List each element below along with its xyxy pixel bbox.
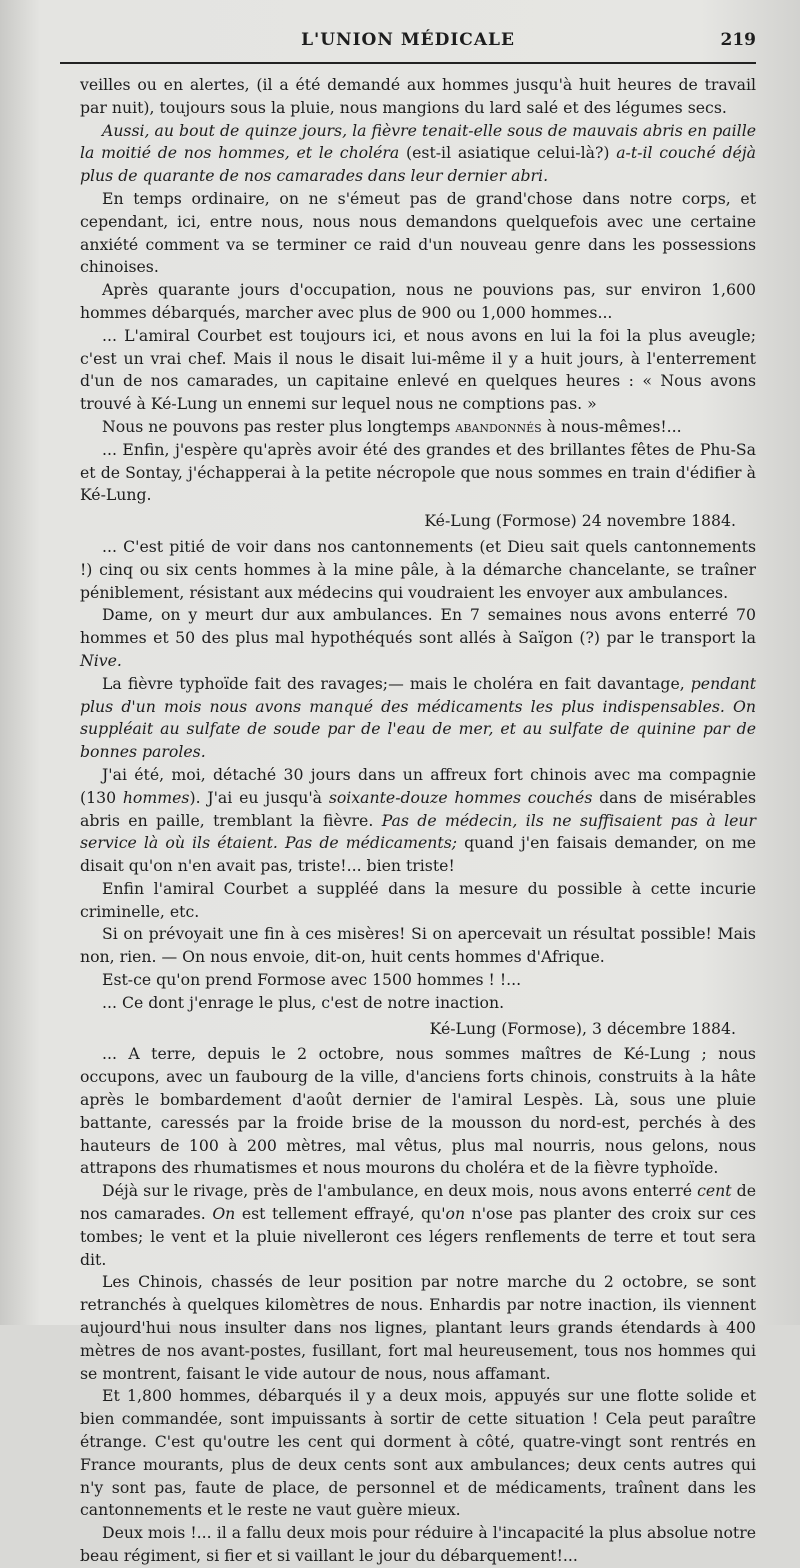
running-title: L'UNION MÉDICALE [301, 30, 515, 50]
paragraph [80, 764, 756, 878]
page-number: 219 [720, 30, 756, 50]
paragraph: Est-ce qu'on prend Formose avec 1500 hommes ! !... [102, 970, 522, 990]
text-run: Dame, on y meurt dur aux ambulances. En 7 semaines nous avons enterré 70 hommes et 50 des plus mal hypothéqués sont allés à Saïgon (?) par le transport la [80, 605, 756, 648]
italic-run: soixante-douze hommes couchés [328, 787, 593, 807]
italic-run: a-t-il couché déjà plus de quarante de nos camarades dans leur dernier abri. [80, 143, 756, 186]
italic-run: on [445, 1204, 466, 1224]
header-rule [60, 62, 756, 64]
paragraph: Enfin l'amiral Courbet a suppléé dans la mesure du possible à cette incurie criminelle, etc. [80, 878, 756, 921]
text-run: Nous ne pouvons pas rester plus longtemps [102, 416, 456, 436]
article-body [80, 74, 756, 1568]
text-run: dans de misérables abris en paille, tremblant la fièvre. [80, 787, 756, 830]
page-header [60, 30, 756, 60]
paragraph: ... A terre, depuis le 2 octobre, nous sommes maîtres de Ké-Lung ; nous occupons, avec un faubourg de la ville, d'anciens forts chinois, construits à la hâte après le bombardement d'août dernier de l'amiral Lespès. Là, sous une pluie battante, caressés par la froide brise de la mousson du nord-est, perchés à des hauteurs de 100 à 200 mètres, mal vêtus, plus mal nourris, nous gelons, nous attrapons des rhumatismes et nous mourons du choléra et de la fièvre typhoïde. [80, 1044, 756, 1178]
paragraph: veilles ou en alertes, (il a été demandé aux hommes jusqu'à huit heures de travail par nuit), toujours sous la pluie, nous mangions du lard salé et des légumes secs. [80, 75, 756, 117]
text-run: quand j'en faisais demander, on me disait qu'on n'en avait pas, triste!... bien triste! [80, 833, 756, 876]
paragraph: ... Enfin, j'espère qu'après avoir été des grandes et des brillantes fêtes de Phu-Sa et de Sontay, j'échapperai à la petite nécropole que nous sommes en train d'édifier à Ké-Lung. [80, 439, 756, 505]
paragraph: ... C'est pitié de voir dans nos cantonnements (et Dieu sait quels cantonnements !) cinq ou six cents hommes à la mine pâle, à la démarche chancelante, se traîner péniblement, résistant aux médecins qui voudraient les envoyer aux ambulances. [80, 536, 756, 602]
italic-run: cent [697, 1181, 732, 1201]
italic-run: Pas de médecin, ils ne suffisaient pas à leur service là où ils étaient. Pas de médicaments; [80, 810, 756, 853]
paragraph: Les Chinois, chassés de leur position par notre marche du 2 octobre, se sont retranchés à quelques kilomètres de nous. Enhardis par notre inaction, ils viennent aujourd'hui nous insulter dans nos lignes, plantant leurs grands étendards à 400 mètres de nos avant-postes, fusillant, fort mal heureusement, tous nos hommes qui se montrent, faisant le vide autour de nous, nous affamant. [80, 1272, 756, 1383]
text-run: Déjà sur le rivage, près de l'ambulance, en deux mois, nous avons enterré [102, 1181, 698, 1201]
paragraph: En temps ordinaire, on ne s'émeut pas de grand'chose dans notre corps, et cependant, ici, entre nous, nous nous demandons quelquefois avec une certaine anxiété comment va se terminer ce raid d'un nouveau genre dans les possessions chinoises. [80, 188, 756, 277]
paragraph: ... L'amiral Courbet est toujours ici, et nous avons en lui la foi la plus aveugle; c'est un vrai chef. Mais il nous le disait lui-même il y a huit jours, à l'enterrement d'un de nos camarades, un capitaine enlevé en quelques heures : « Nous avons trouvé à Ké-Lung un ennemi sur lequel nous ne comptions pas. » [80, 325, 756, 414]
paragraph: Deux mois !... il a fallu deux mois pour réduire à l'incapacité la plus absolue notre beau régiment, si fier et si vaillant le jour du débarquement!... [80, 1523, 756, 1565]
text-run: est tellement effrayé, qu' [235, 1204, 446, 1224]
paragraph [80, 120, 756, 188]
dateline: Ké-Lung (Formose) 24 novembre 1884. [424, 511, 736, 531]
paragraph [80, 604, 756, 672]
italic-run: Aussi, au bout de quinze jours, la fièvre tenait-elle sous de mauvais abris en paille la moitié de nos hommes, et le choléra [80, 120, 756, 163]
text-run: J'ai été, moi, détaché 30 jours dans un affreux fort chinois avec ma compagnie (130 [80, 764, 756, 807]
small-caps-run: abandonnés [455, 416, 542, 436]
text-run: La fièvre typhoïde fait des ravages;— mais le choléra en fait davantage, [102, 673, 691, 693]
text-run: n'ose pas planter des croix sur ces tombes; le vent et la pluie nivelleront ces légers renflements de terre et tout sera dit. [80, 1204, 756, 1269]
text-run: de nos camarades. [80, 1181, 756, 1224]
paragraph: Et 1,800 hommes, débarqués il y a deux mois, appuyés sur une flotte solide et bien commandée, sont impuissants à sortir de cette situation ! Cela peut paraître étrange. C'est qu'outre les cent qui dorment à côté, quatre-vingt sont rentrés en France mourants, plus de deux cents sont aux ambulances; deux cents autres qui n'y sont pas, faute de place, de personnel et de médicaments, traînent dans les cantonnements et le reste ne vaut guère mieux. [80, 1386, 756, 1520]
italic-run: pendant plus d'un mois nous avons manqué des médicaments les plus indispensables. On suppléait au sulfate de soude par de l'eau de mer, et au sulfate de quinine par de bonnes paroles. [80, 673, 756, 762]
text-run: ). J'ai eu jusqu'à [189, 787, 329, 807]
paragraph: Si on prévoyait une fin à ces misères! Si on apercevait un résultat possible! Mais non, rien. — On nous envoie, dit-on, huit cents hommes d'Afrique. [80, 924, 756, 967]
paragraph [80, 1180, 756, 1271]
text-run: à nous-mêmes!... [541, 416, 682, 436]
italic-run: Nive. [80, 650, 122, 670]
text-run: (est-il asiatique celui-là?) [399, 143, 617, 163]
paragraph: Après quarante jours d'occupation, nous ne pouvions pas, sur environ 1,600 hommes débarqués, marcher avec plus de 900 ou 1,000 hommes... [80, 280, 756, 322]
italic-run: hommes [122, 787, 190, 807]
italic-run: On [212, 1204, 236, 1224]
paragraph [80, 416, 756, 439]
paragraph [80, 673, 756, 764]
dateline: Ké-Lung (Formose), 3 décembre 1884. [429, 1018, 736, 1038]
paragraph: ... Ce dont j'enrage le plus, c'est de notre inaction. [102, 992, 505, 1012]
